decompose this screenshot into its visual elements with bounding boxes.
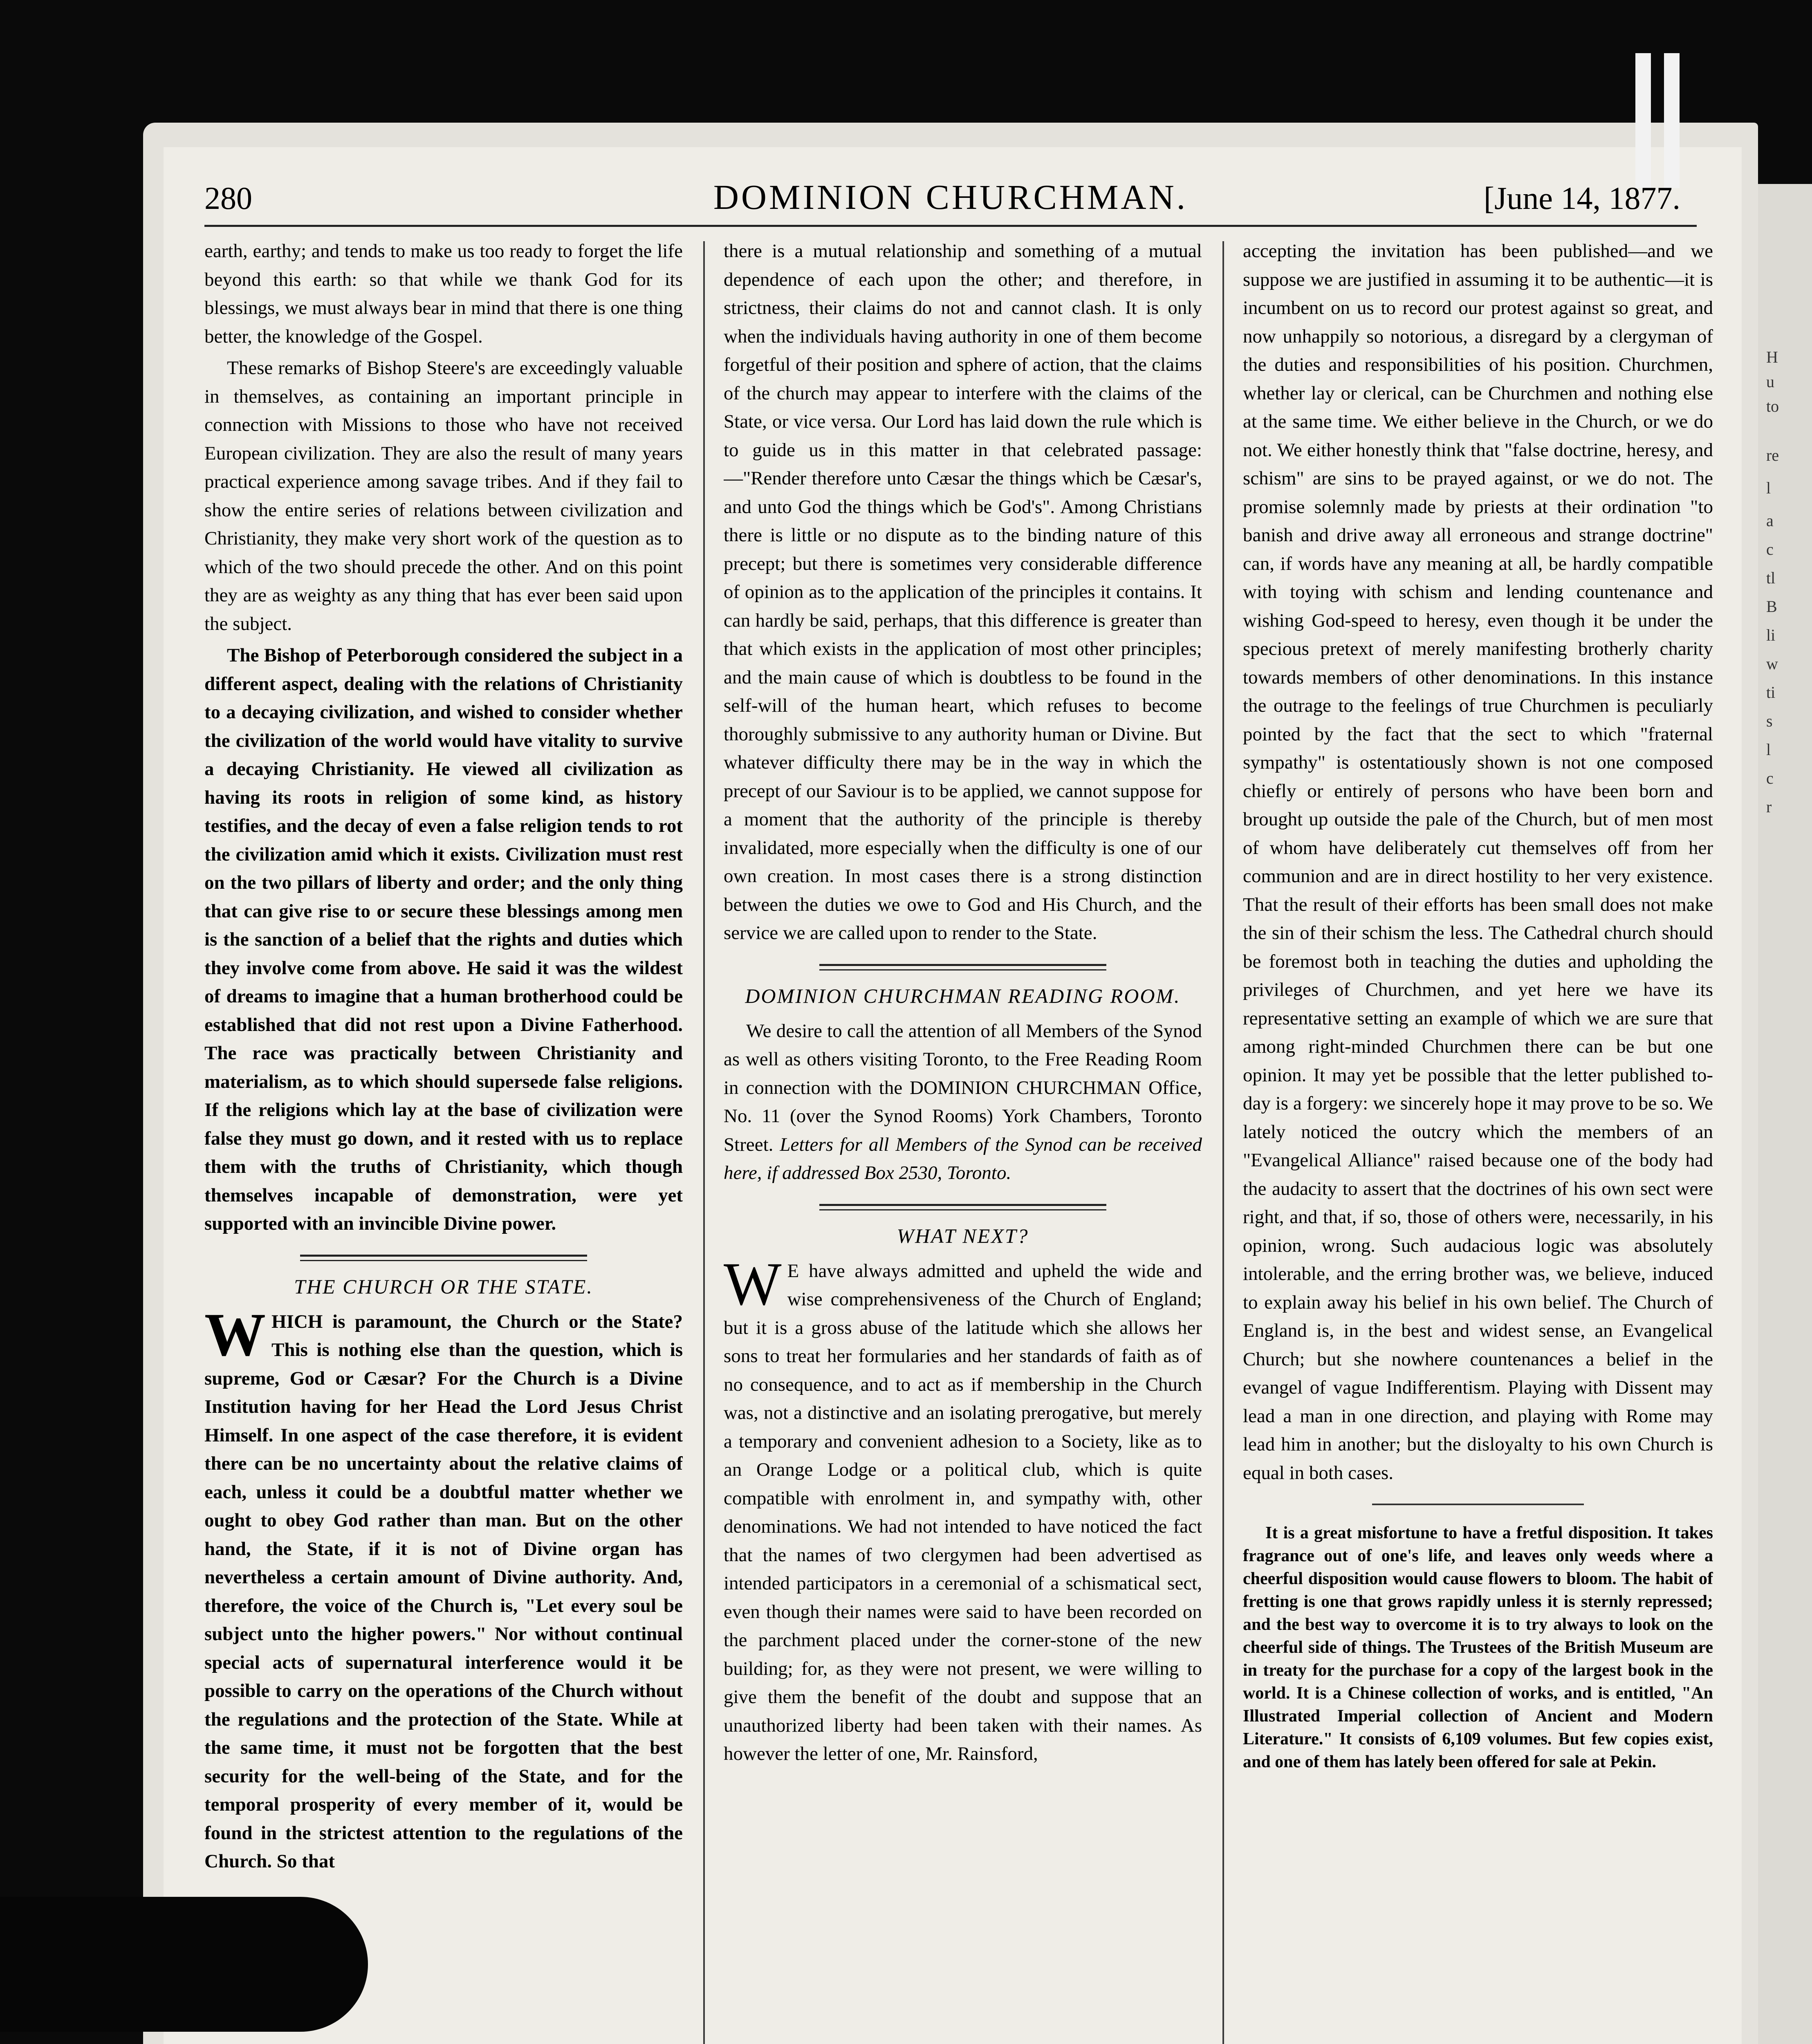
facing-page-edge: H u to re l a c tl B li w ti s l c r bbox=[1758, 184, 1812, 2044]
header-rule bbox=[204, 225, 1697, 227]
what-next-body: W E have always admitted and upheld the wide and wise comprehensiveness of the Church of England; but it is a gross abuse of the latitude which she allows her sons to treat her formularies and her standards of faith as of no consequence, and to act as if membership in the Church was, not a distinctive and an isolating prerogative, but merely a temporary and convenient adhesion to a Society, like as to an Orange Lodge or a political club, which is quite compatible with enrolment in, and sympathy with, other denominations. We had not intended to have noticed the fact that the names of two clergymen had been advertised as intended participators in a ceremonial of a schismatical sect, even though their names were said to have been recorded on the parchment placed under the corner-stone of the new building; for, as they were not present, we were willing to give them the benefit of the doubt and suppose that an unauthorized liberty had been taken with their names. As however the letter of one, Mr. Rainsford, bbox=[724, 1250, 1202, 1764]
reading-room-notice: We desire to call the attention of all Members of the Synod as well as others visiting Toronto, to the Free Reading Room in connection with the DOMINION CHURCHMAN Office, No. 11 (over the Synod Rooms) York Chambers, Toronto Street. Letters for all Members of the Synod can be received here, if addressed Box 2530, Toronto. bbox=[724, 1020, 1202, 1183]
article-title: THE CHURCH OR THE STATE. bbox=[294, 1275, 593, 1298]
section-rule bbox=[819, 964, 1106, 970]
publication-title: DOMINION CHURCHMAN. bbox=[713, 177, 1188, 217]
section-rule bbox=[300, 1255, 587, 1261]
paragraph: there is a mutual relationship and something of a mutual dependence of each upon the other; and therefore, in strictness, their claims do not and cannot clash. It is only when the individuals having authority in one of them become forgetful of their position and sphere of action, that the claims of the church may appear to interfere with the claims of the State, or vice versa. Our Lord has laid down the rule which is to guide us in this matter in that celebrated passage: —"Render therefore unto Cæsar the things which be Cæsar's, and unto God the things which be God's". Among Christians there is little or no dispute as to the binding nature of this precept; but there is sometimes very considerable difference of opinion as to the application of the principles it contains. It can hardly be said, perhaps, that this difference is greater than that which exists in the application of most other principles; and the main cause of which is doubtless to be found in the self-will of the human heart, which refuses to become thoroughly submissive to any authority human or Divine. But whatever difficulty there may be in the way in which the precept of our Saviour is to be applied, we cannot suppose for a moment that the authority of the principle is thereby invalidated, more especially when the difficulty is one of our own creation. In most cases there is a strong distinction between the duties we owe to God and His Church, and the service we are called upon to render to the State. bbox=[724, 240, 1202, 944]
paragraph: The Bishop of Peterborough considered the subject in a different aspect, dealing with the relations of Christianity to a decaying civilization, and wished to consider whether the civilization of the world would have vitality to survive a decaying Christianity. He viewed all civilization as having its roots in religion of some kind, as history testifies, and the decay of even a false religion tends to rot the civilization amid which it exists. Civilization must rest on the two pillars of liberty and order; and the only thing that can give rise to or secure these blessings among men is the sanction of a belief that the rights and duties which they involve come from above. He said it was the wildest of dreams to imagine that a human brotherhood could be established that did not rest upon a Divine Fatherhood. The race was practically between Christianity and materialism, as to which should supersede false religions. If the religions which lay at the base of civilization were false they must go down, and it rested with us to replace them with the truths of Christianity, which though themselves incapable of demonstration, were yet supported with an invincible Divine power. bbox=[204, 645, 683, 1234]
column-divider bbox=[1222, 241, 1224, 2044]
column-2 bbox=[724, 237, 1202, 2044]
column-3 bbox=[1243, 237, 1713, 2044]
issue-date: [June 14, 1877. bbox=[1484, 180, 1680, 216]
drop-cap: W bbox=[204, 1300, 266, 1369]
what-next-title: WHAT NEXT? bbox=[897, 1224, 1029, 1247]
page-header bbox=[204, 164, 1697, 221]
article-body: WHICH is paramount, the Church or the State? This is nothing else than the question, which is supreme, God or Cæsar? For the Church is a Divine Institution having for her Head the Lord Jesus Christ Himself. In one aspect of the case therefore, it is evident there can be no uncertainty about the relative claims of each, unless it could be a doubtful matter whether we ought to obey God rather than man. But on the other hand, the State, if it is not of Divine organ has nevertheless a certain amount of Divine authority. And, therefore, the voice of the Church is, "Let every soul be subject unto the higher powers." Nor without continual special acts of supernatural interference would it be possible to carry on the operations of the Church without the regulations and the protection of the State. While at the same time, it must not be forgotten that the best security for the well-being of the State, and for the temporal prosperity of every member of it, would be found in the strictest attention to the regulations of the Church. So that bbox=[204, 1300, 683, 1872]
page-number: 280 bbox=[204, 180, 252, 216]
section-rule bbox=[819, 1204, 1106, 1210]
paragraph: These remarks of Bishop Steere's are exceedingly valuable in themselves, as containing an important principle in connection with Missions to those who have not received European civilization. They are also the result of many years practical experience among savage tribes. And if they fail to show the entire series of relations between civilization and Christianity, they make very short work of the question as to which of the two should precede the other. And on this point they are as weighty as any thing that has ever been said upon the subject. bbox=[204, 357, 683, 634]
reading-room-title: DOMINION CHURCHMAN READING ROOM. bbox=[745, 984, 1181, 1007]
paragraph: earth, earthy; and tends to make us too ready to forget the life beyond this earth: so that while we thank God for its blessings, we must always bear in mind that there is one thing better, the knowledge of the Gospel. bbox=[204, 240, 683, 347]
section-rule bbox=[1372, 1504, 1584, 1505]
misc-note: It is a great misfortune to have a fretful disposition. It takes fragrance out of one's life, and leaves only weeds where a cheerful disposition would cause flowers to bloom. The habit of fretting is one that grows rapidly unless it is sternly repressed; and the best way to overcome it is to try always to look on the cheerful side of things. The Trustees of the British Museum are in treaty for the purchase for a copy of the largest book in the world. It is a Chinese collection of works, and is entitled, "An Illustrated Imperial collection of Ancient and Modern Literature." It consists of 6,109 volumes. But few copies exist, and one of them has lately been offered for sale at Pekin. bbox=[1243, 1524, 1713, 1771]
drop-cap: W bbox=[724, 1250, 782, 1318]
paragraph: accepting the invitation has been published—and we suppose we are justified in assuming it to be authentic—it is incumbent on us to record our protest against so great, and now unhappily so notorious, a disregard by a clergyman of the duties and responsibilities of his position. Churchmen, whether lay or clerical, can be Churchmen and nothing else at the same time. We either believe in the Church, or we do not. We either honestly think that "false doctrine, heresy, and schism" are sins to be prayed against, or we do not. The promise solemnly made by priests at their ordination "to banish and drive away all erroneous and strange doctrine" can, if words have any meaning at all, be hardly compatible with toying with schism and lending countenance and wishing God-speed to heresy, even though it be under the specious pretext of merely manifesting brotherly charity towards members of other denominations. In this instance the outrage to the feelings of true Churchmen is peculiarly pointed by the fact that the sect to which "fraternal sympathy" is ostentatiously shown is not one composed chiefly or entirely of persons who have been born and brought up outside the pale of the Church, but of men most of whom have deliberately cut themselves off from her communion and are in direct hostility to her very existence. That the result of their efforts has been small does not make the sin of their schism the less. The Cathedral church should be foremost both in teaching the duties and upholding the privileges of Churchmen, and yet here we have its representative setting an example of which we are sure that among right-minded Churchmen there can be but one opinion. It may yet be possible that the letter published to-day is a forgery: we sincerely hope it may prove to be so. We lately noticed the outcry which the members of an "Evangelical Alliance" raised because one of the body had the audacity to assert that the doctrines of his own sect were right, and that, if so, those of others were, necessarily, in his opinion, wrong. Such audacious logic was absolutely intolerable, and the erring brother was, we believe, induced to explain away his belief in his own belief. The Church of England is, in the best and widest sense, an Evangelical Church; but she nowhere countenances a belief in the evangel of vague Indifferentism. Playing with Dissent may lead a man in one direction, and playing with Rome may lead him in another; but the disloyalty to his own Church is equal in both cases. bbox=[1243, 240, 1713, 1484]
column-1 bbox=[204, 237, 683, 2044]
column-divider bbox=[703, 241, 705, 2044]
